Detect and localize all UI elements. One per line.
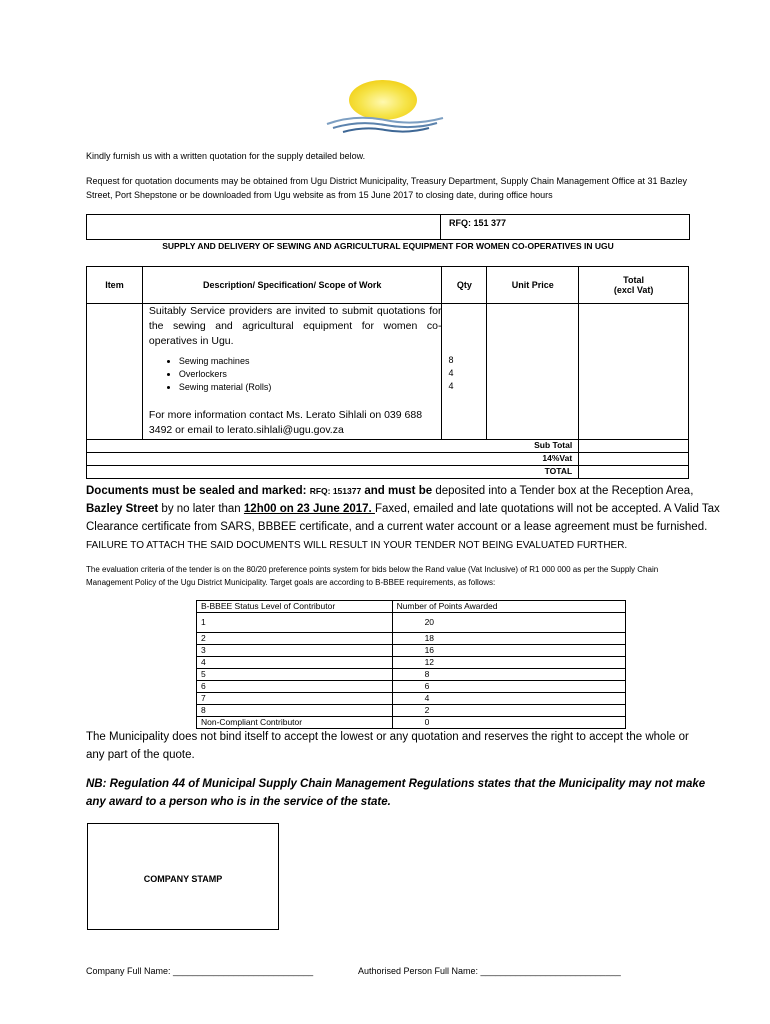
item-cell — [87, 304, 143, 440]
unit-price-cell[interactable] — [487, 304, 579, 440]
bbbee-points: 12 — [392, 657, 625, 669]
intro-line-1: Kindly furnish us with a written quotation for the supply detailed below. — [86, 151, 366, 161]
company-stamp-label: COMPANY STAMP — [143, 874, 223, 884]
bbbee-level: 3 — [197, 645, 393, 657]
quotation-table — [86, 266, 689, 479]
table-row — [87, 304, 689, 440]
bbbee-level: 4 — [197, 657, 393, 669]
wave-3 — [343, 128, 429, 132]
table-row — [197, 613, 626, 633]
rfq-divider — [440, 215, 441, 239]
supply-title: SUPPLY AND DELIVERY OF SEWING AND AGRICULTURAL EQUIPMENT FOR WOMEN CO-OPERATIVES IN UGU — [162, 241, 614, 251]
authorised-person-field[interactable]: Authorised Person Full Name: ____________________________ — [358, 966, 621, 976]
table-row — [197, 633, 626, 645]
bbbee-header-points: Number of Points Awarded — [392, 601, 625, 613]
company-stamp-box — [87, 823, 279, 930]
municipality-logo — [325, 80, 445, 135]
bbbee-table — [196, 600, 626, 729]
table-row — [197, 693, 626, 705]
table-row — [197, 657, 626, 669]
subtotal-value[interactable] — [579, 440, 689, 453]
bbbee-points: 20 — [392, 613, 625, 633]
bbbee-level: 7 — [197, 693, 393, 705]
item-list — [157, 355, 442, 394]
evaluation-criteria: The evaluation criteria of the tender is on the 80/20 preference points system for bids below the Rand value (Vat Inclusive) of R1 000 000 as per the Supply Chain Management Policy of the Ugu District Municipality. Target goals are according to B-BBEE requirements, as follows: — [86, 565, 659, 587]
bbbee-points: 6 — [392, 681, 625, 693]
total-value[interactable] — [579, 466, 689, 479]
bbbee-points: 2 — [392, 705, 625, 717]
docs-part-f: by no later than — [158, 503, 244, 515]
docs-part-a: Documents must be sealed and marked: — [86, 485, 310, 497]
table-row — [197, 705, 626, 717]
contact-info: For more information contact Ms. Lerato Sihlali on 039 688 3492 or email to lerato.sihlali@ugu.gov.za — [148, 409, 423, 436]
bbbee-points: 0 — [392, 717, 625, 729]
rfq-number: RFQ: 151 377 — [449, 218, 507, 228]
vat-value[interactable] — [579, 453, 689, 466]
total-cell[interactable] — [579, 304, 689, 440]
docs-deadline: 12h00 on 23 June 2017. — [243, 503, 375, 515]
bbbee-level: 5 — [197, 669, 393, 681]
table-row — [197, 669, 626, 681]
list-item: • Sewing material (Rolls) — [179, 381, 442, 394]
header-description: Description/ Specification/ Scope of Work — [142, 267, 442, 304]
wave-2 — [333, 123, 437, 128]
disclaimer: The Municipality does not bind itself to accept the lowest or any quotation and reserves the right to accept the whole or any part of the quote. — [86, 731, 689, 761]
table-row — [197, 681, 626, 693]
docs-street: Bazley Street — [86, 503, 159, 515]
bbbee-points: 16 — [392, 645, 625, 657]
qty-value: 4 — [448, 368, 454, 378]
table-header-row — [87, 267, 689, 304]
header-total-excl-vat: (excl Vat) — [613, 285, 654, 295]
header-total-label: Total — [623, 275, 645, 285]
docs-part-d: deposited into a Tender box at the Reception Area, — [432, 485, 694, 497]
bbbee-header-row — [197, 601, 626, 613]
docs-rfq-ref: RFQ: 151377 — [309, 486, 362, 496]
bbbee-level: 1 — [197, 613, 393, 633]
list-item: • Sewing machines — [179, 355, 442, 368]
header-unit-price: Unit Price — [487, 267, 579, 304]
table-row — [197, 645, 626, 657]
description-cell — [142, 304, 442, 440]
qty-cell — [442, 304, 487, 440]
qty-value: 8 — [448, 355, 454, 365]
docs-part-c: and must be — [361, 485, 433, 497]
bbbee-header-level: B-BBEE Status Level of Contributor — [197, 601, 393, 613]
bbbee-level: Non-Compliant Contributor — [197, 717, 393, 729]
bbbee-points: 8 — [392, 669, 625, 681]
docs-part-h: Faxed, emailed and late quotations will not be accepted. A Valid Tax Clearance certificate from SARS, BBBEE certificate, and a current water account or a lease agreement must be furnished. — [86, 503, 720, 533]
total-label: TOTAL — [87, 466, 579, 479]
rfq-box — [86, 214, 690, 240]
header-total — [579, 267, 689, 304]
nb-notice: NB: Regulation 44 of Municipal Supply Chain Management Regulations states that the Municipality may not make any award to a person who is in the service of the state. — [86, 778, 706, 808]
list-item: • Overlockers — [179, 368, 442, 381]
bbbee-level: 2 — [197, 633, 393, 645]
header-qty: Qty — [442, 267, 487, 304]
intro-line-2: Request for quotation documents may be obtained from Ugu District Municipality, Treasury Department, Supply Chain Management Office at 31 Bazley Street, Port Shepstone or be downloaded from Ugu website as from 15 June 2017 to closing date, during office hours — [86, 176, 687, 200]
bbbee-points: 18 — [392, 633, 625, 645]
submission-instructions — [86, 482, 726, 555]
bbbee-points: 4 — [392, 693, 625, 705]
vat-row — [87, 453, 689, 466]
table-row — [197, 717, 626, 729]
bbbee-level: 6 — [197, 681, 393, 693]
description-intro: Suitably Service providers are invited to submit quotations for the sewing and agricultural equipment for women co-operatives in Ugu. — [148, 305, 442, 347]
vat-label: 14%Vat — [87, 453, 579, 466]
total-row — [87, 466, 689, 479]
company-name-field[interactable]: Company Full Name: ____________________________ — [86, 966, 314, 976]
docs-warning: FAILURE TO ATTACH THE SAID DOCUMENTS WILL RESULT IN YOUR TENDER NOT BEING EVALUATED FURTHER. — [86, 540, 628, 551]
subtotal-row — [87, 440, 689, 453]
subtotal-label: Sub Total — [87, 440, 579, 453]
bbbee-level: 8 — [197, 705, 393, 717]
header-item: Item — [87, 267, 143, 304]
qty-value: 4 — [448, 381, 454, 391]
sun-shape — [349, 80, 417, 120]
